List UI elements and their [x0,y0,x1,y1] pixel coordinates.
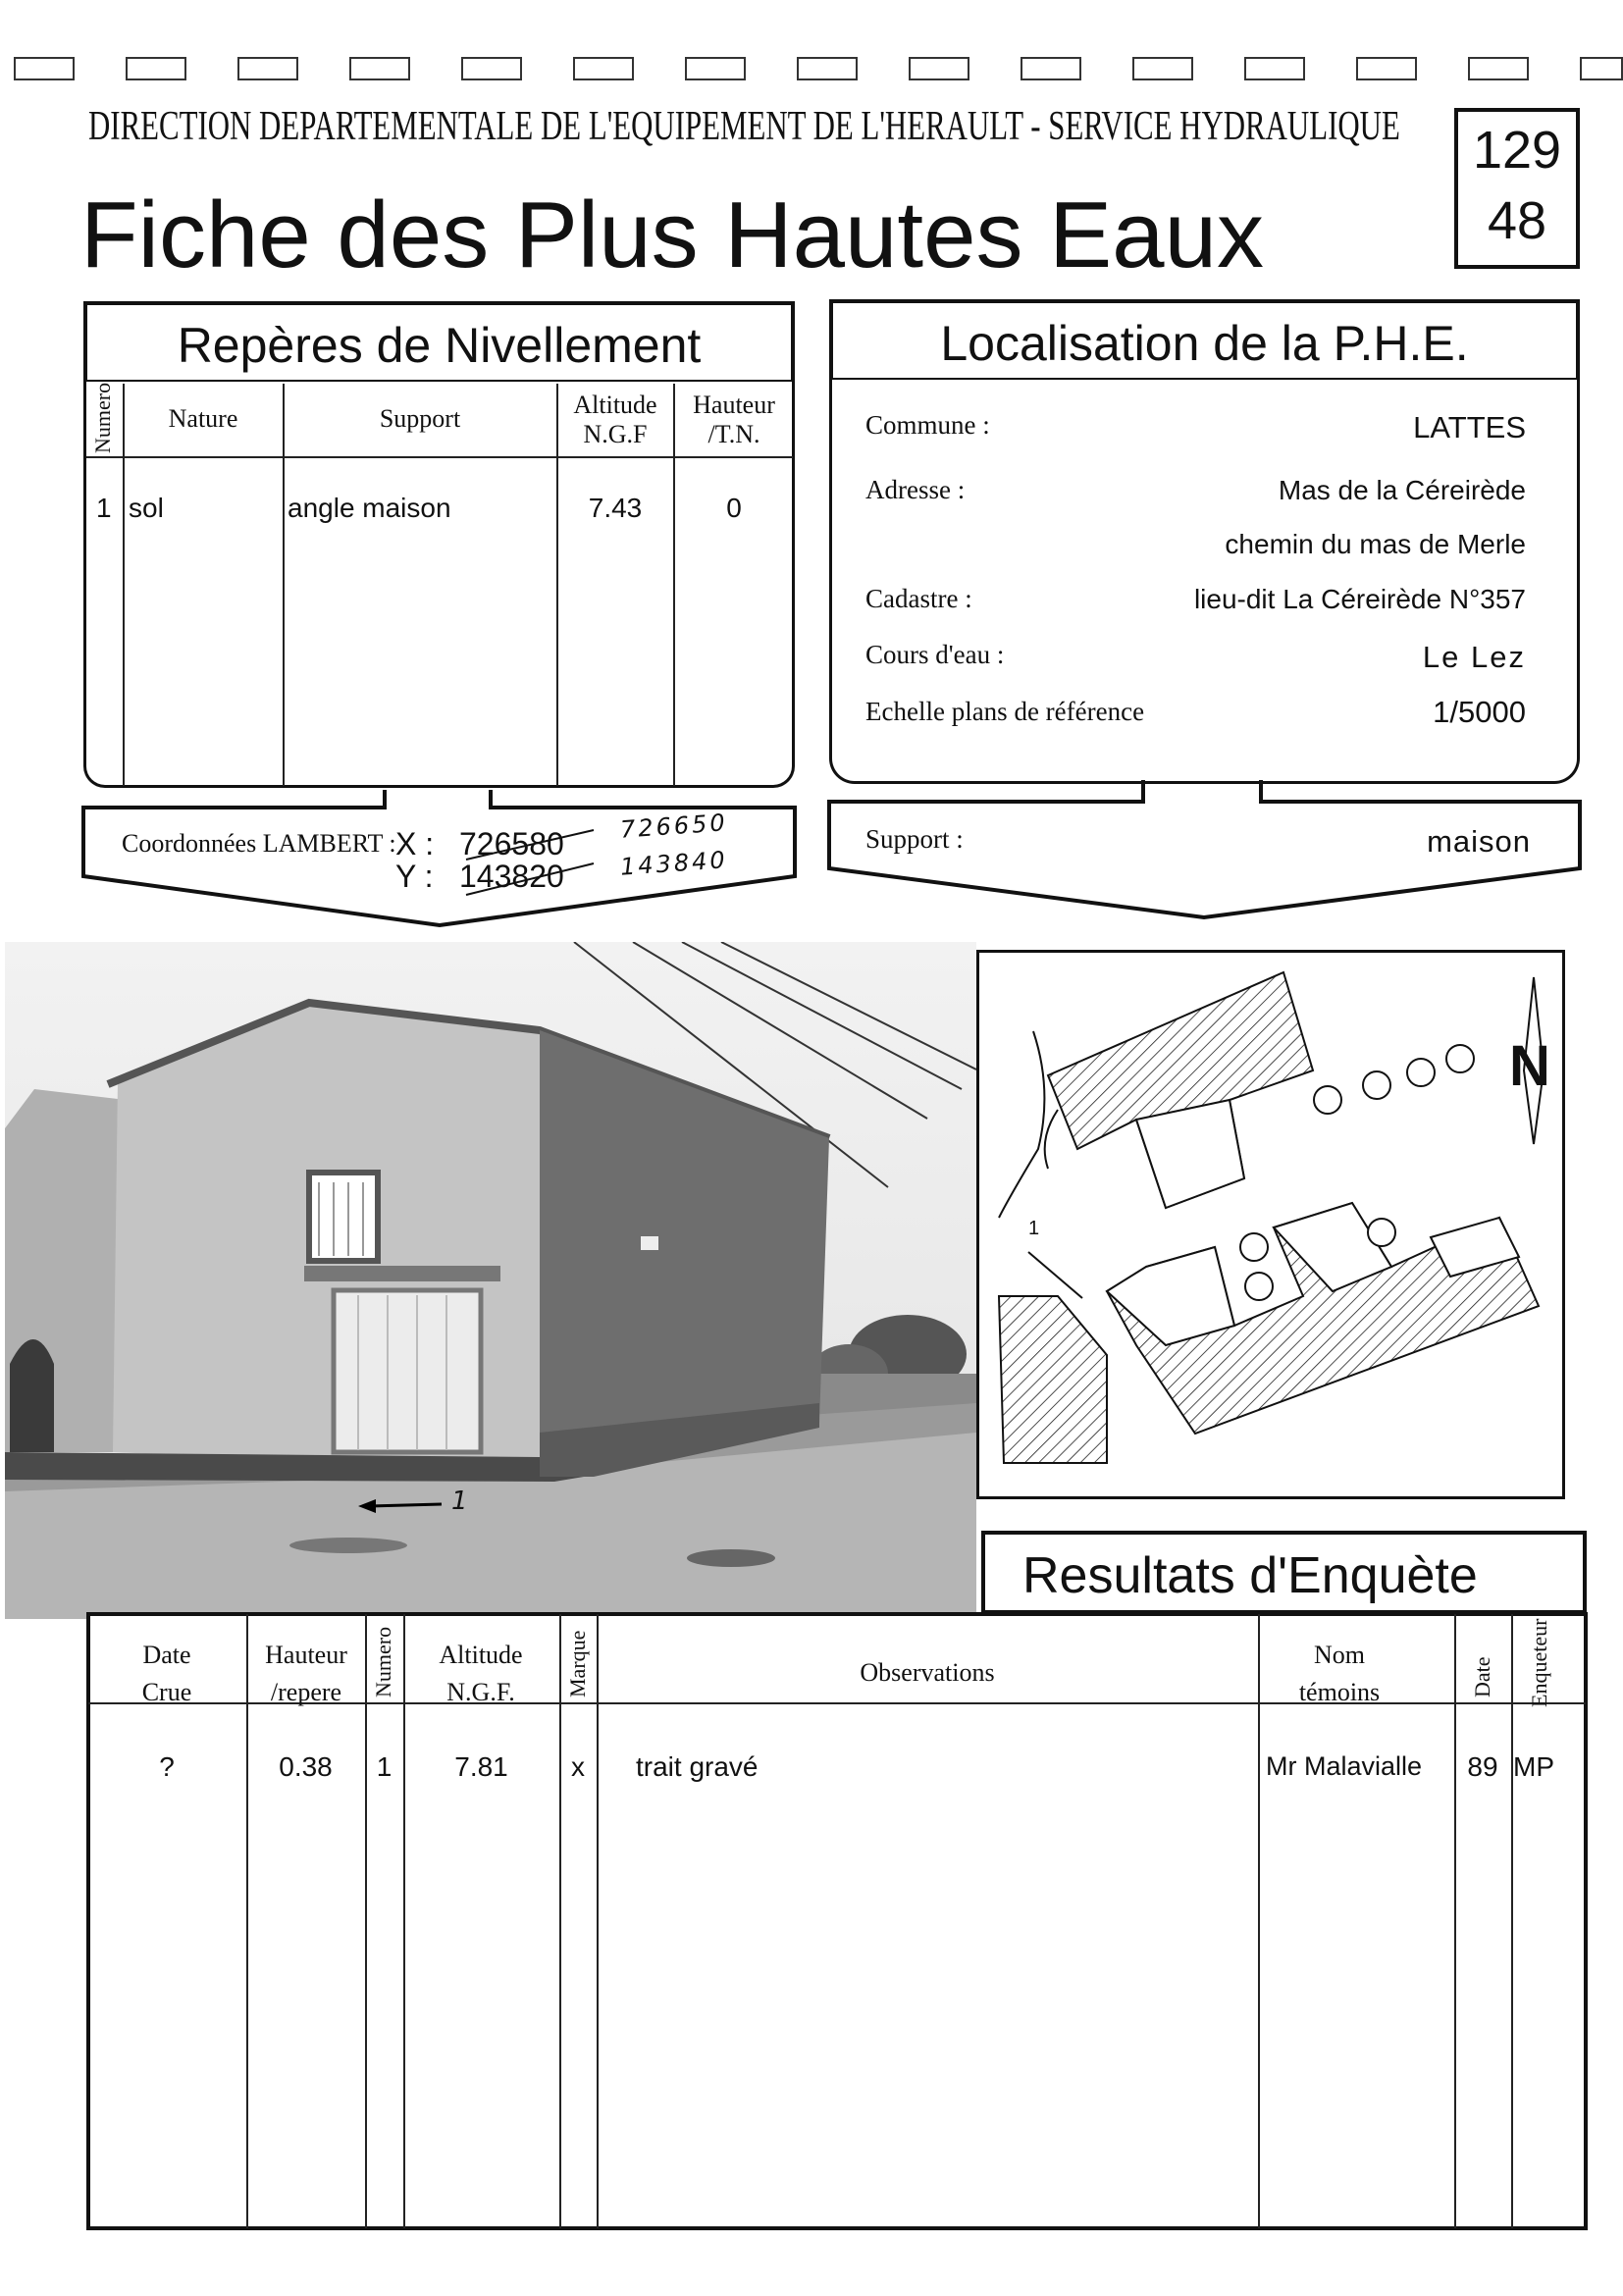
cell-hauteur-repere: 0.38 [279,1751,333,1782]
col-header-enqueteur: Enqueteur [1527,1618,1551,1707]
adresse-line-2: chemin du mas de Merle [1225,529,1526,559]
col-header-observations: Observations [860,1658,995,1687]
reperes-title: Repères de Nivellement [177,318,702,373]
reperes-title-box [83,301,795,384]
col-divider [559,1614,561,2228]
col-header-hauteur-repere: Hauteur /repere [265,1641,347,1706]
col-divider [1258,1614,1260,2228]
binder-hole [349,57,410,80]
col-header-nature: Nature [168,404,238,433]
binder-hole [573,57,634,80]
cell-date: 89 [1467,1751,1498,1782]
adresse-label: Adresse : [865,475,966,504]
echelle-value: 1/5000 [1433,695,1526,729]
binder-hole [237,57,298,80]
col-divider [365,1614,367,2228]
binder-hole [1021,57,1081,80]
col-header-altitude: Altitude N.G.F. [439,1641,523,1706]
y-value: 143820 [459,859,564,894]
binder-hole [461,57,522,80]
reperes-header-rule [86,456,793,458]
col-header-date-crue: Date Crue [141,1641,192,1706]
cell-observations: trait gravé [636,1751,759,1782]
site-map-drawing [979,953,1562,1496]
cell-altitude: 7.81 [454,1751,508,1782]
col-header-numero: Numero [371,1626,395,1697]
x-value: 726580 [459,826,564,861]
binder-hole [909,57,969,80]
y-label: Y : [395,859,434,894]
localisation-title-box [829,299,1580,382]
binder-hole [126,57,186,80]
cell-nature: sol [129,493,164,523]
cell-hauteur: 0 [726,493,742,523]
page-title: Fiche des Plus Hautes Eaux [80,183,1264,287]
reference-number-bottom: 48 [1487,191,1547,250]
enquete-title: Resultats d'Enquète [1022,1547,1478,1604]
col-header-marque: Marque [565,1630,590,1697]
echelle-label: Echelle plans de référence [865,697,1145,726]
col-header-hauteur: Hauteur /T.N. [693,391,775,448]
binder-hole [797,57,858,80]
reference-box [1454,108,1580,269]
support-label: Support : [865,824,964,854]
site-photo [5,942,976,1619]
cell-support: angle maison [288,493,451,523]
cadastre-label: Cadastre : [865,584,972,613]
enquete-title-box [981,1531,1587,1614]
reference-number-top: 129 [1472,121,1562,180]
commune-value: LATTES [1413,410,1526,444]
col-header-date: Date [1470,1656,1494,1697]
photo-marker: 1 [451,1487,468,1516]
cell-numero: 1 [96,493,112,523]
binder-hole [1580,57,1623,80]
localisation-title: Localisation de la P.H.E. [940,316,1469,371]
binder-hole [1244,57,1305,80]
cours-value: Le Lez [1422,640,1526,674]
agency-text: DIRECTION DEPARTEMENTALE DE L'EQUIPEMENT DE L'HERAULT - SERVICE HYDRAULIQUE [88,104,1400,149]
y-handwritten: 143840 [619,846,729,881]
col-divider [403,1614,405,2228]
binder-hole [1356,57,1417,80]
col-divider [556,384,558,786]
x-handwritten: 726650 [619,809,729,844]
strikethrough-marks [456,824,603,903]
col-divider [246,1614,248,2228]
col-divider [1454,1614,1456,2228]
coordinates-label: Coordonnées LAMBERT : [122,829,396,858]
binder-hole [14,57,75,80]
x-label: X : [395,826,435,861]
building-photo-illustration [5,942,976,1619]
col-header-support: Support [379,404,461,433]
cell-altitude: 7.43 [588,493,643,523]
support-value: maison [1427,824,1531,859]
col-header-numero: Numero [90,382,115,453]
cell-marque: x [571,1751,585,1782]
cours-label: Cours d'eau : [865,640,1005,669]
col-divider [283,384,285,786]
adresse-line-1: Mas de la Céreirède [1278,475,1526,505]
cell-nom-temoins: Mr Malavialle [1266,1751,1423,1781]
map-marker: 1 [1028,1218,1040,1239]
col-divider [597,1614,599,2228]
commune-label: Commune : [865,410,990,440]
col-header-altitude: Altitude N.G.F [573,391,657,448]
agency-line [88,103,1452,152]
cell-date-crue: ? [159,1751,175,1782]
col-divider [673,384,675,786]
north-label: N [1509,1034,1550,1098]
cell-enqueteur: MP [1513,1751,1554,1782]
col-divider [1511,1614,1513,2228]
col-header-nom-temoins: Nom témoins [1298,1641,1381,1706]
binder-hole [685,57,746,80]
site-map [976,950,1565,1499]
cadastre-value: lieu-dit La Céreirède N°357 [1193,584,1526,614]
binder-hole [1132,57,1193,80]
col-divider [123,384,125,786]
cell-numero: 1 [376,1751,393,1782]
binder-hole [1468,57,1529,80]
